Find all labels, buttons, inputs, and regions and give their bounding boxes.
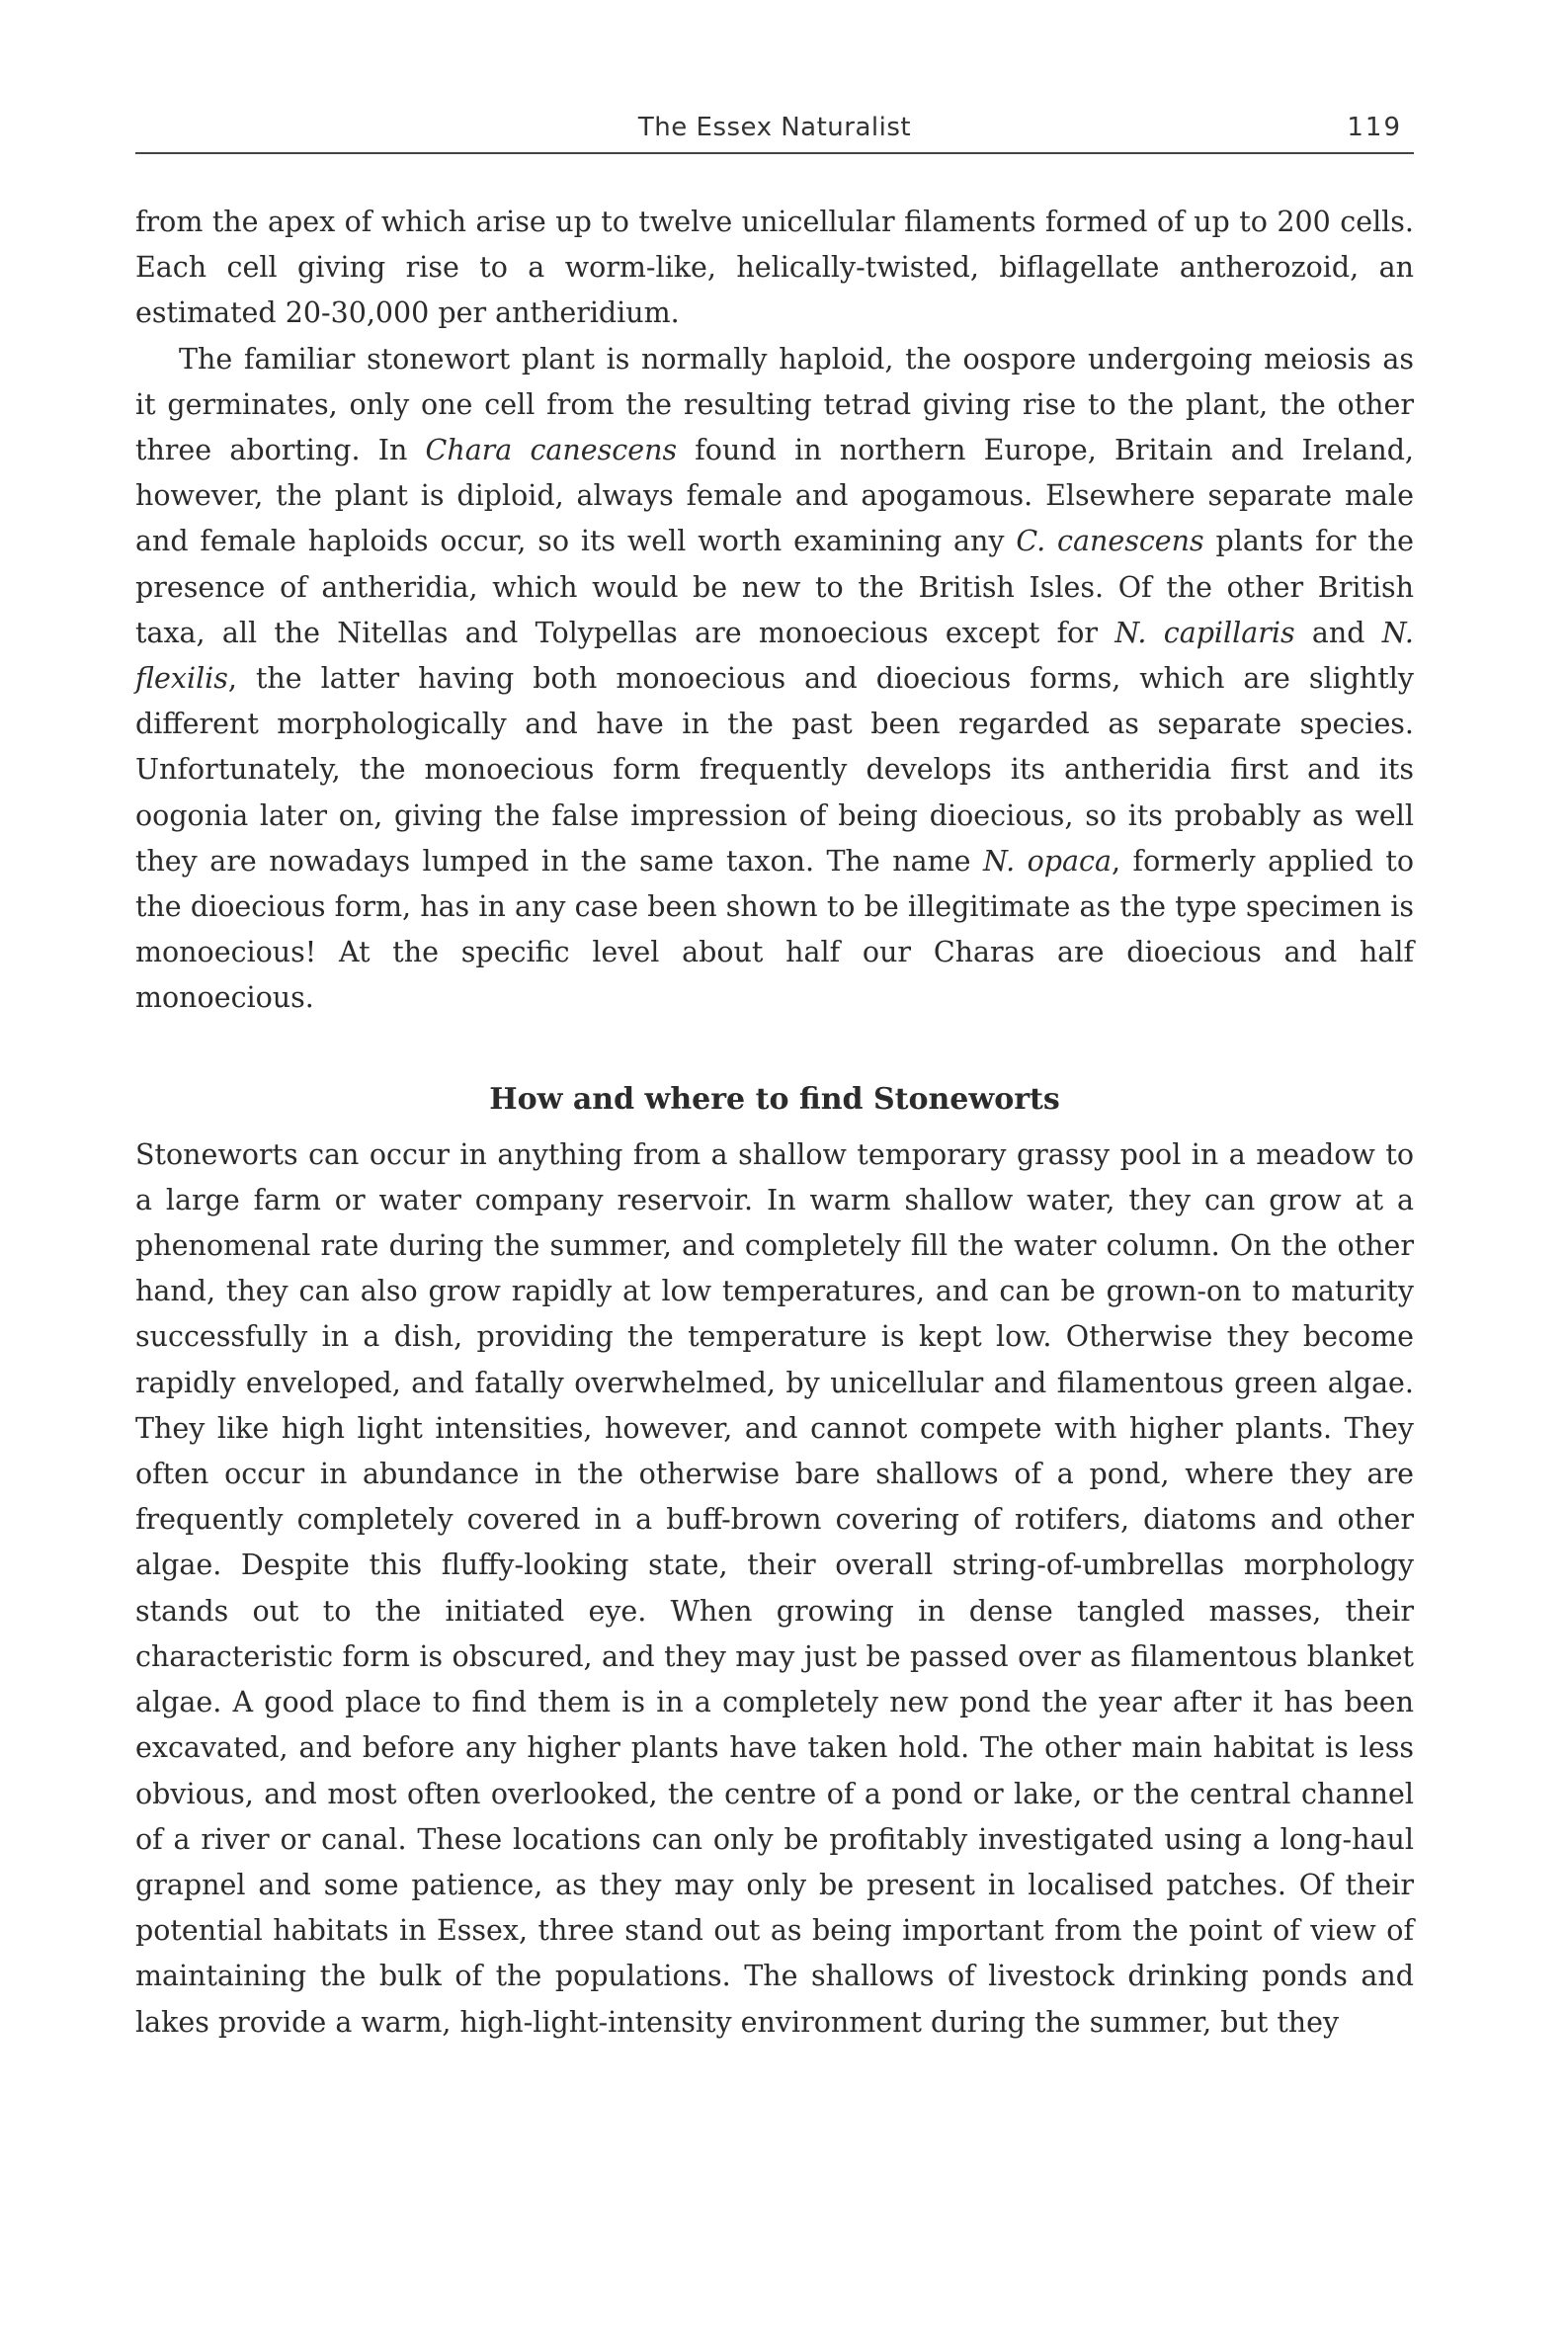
section-heading: How and where to find Stoneworts [489,1081,1060,1117]
body-text [135,200,1414,2046]
paragraph [135,337,1414,1022]
paragraph: from the apex of which arise up to twelve unicellular filaments formed of up to 200 cells. Each cell giving rise to a worm-like, helically-twisted, biflagellate antherozoid, an estimated 20-30,000 per antheridium. [135,206,1414,330]
text-run: The familiar stonewort plant is normally haploid, the oospore undergoing meiosis as it germinates, only one cell from the resulting tetrad giving rise to the plant, the other three aborting. In [135,342,1414,467]
journal-title: The Essex Naturalist [637,113,912,142]
running-header [135,105,1414,148]
paragraph: Stoneworts can occur in anything from a shallow temporary grassy pool in a meadow to a large farm or water company reservoir. In warm shallow water, they can grow at a phenomenal rate during the summer, and completely fill the water column. On the other hand, they can also grow rapidly at low temperatures, and can be grown-on to maturity successfully in a dish, providing the temperature is kept low. Otherwise they become rapidly enveloped, and fatally overwhelmed, by unicellular and filamentous green algae. They like high light intensities, however, and cannot compete with higher plants. They often occur in abundance in the otherwise bare shallows of a pond, where they are frequently completely covered in a buff-brown covering of rotifers, diatoms and other algae. Despite this fluffy-looking state, their overall string-of-umbrellas morphology stands out to the initiated eye. When growing in dense tangled masses, their characteristic form is obscured, and they may just be passed over as filamentous blanket algae. A good place to find them is in a completely new pond the year after it has been excavated, and before any higher plants have taken hold. The other main habitat is less obvious, and most often overlooked, the centre of a pond or lake, or the central channel of a river or canal. These locations can only be profitably investigated using a long-haul grapnel and some patience, as they may only be present in localised patches. Of their potential habitats in Essex, three stand out as being important from the point of view of maintaining the bulk of the populations. The shallows of livestock drinking ponds and lakes provide a warm, high-light-intensity environment during the summer, but they [135,1137,1414,2039]
header-rule [135,152,1414,154]
page-number: 119 [1347,113,1402,142]
species-name: N. capillaris [1114,616,1295,649]
text-run: and [1294,616,1382,649]
species-name: N. flexilis [135,616,1414,696]
species-name: C. canescens [1016,525,1204,558]
text-run: , formerly applied to the dioecious form, has in any case been shown to be illegitimate as the type specimen is monoecious! At the specific level about half our Charas are dioecious and half monoecious. [135,844,1414,1015]
species-name: Chara canescens [425,434,678,467]
species-name: N. opaca [982,844,1112,878]
text-run: found in northern Europe, Britain and Ireland, however, the plant is diploid, always female and apogamous. Elsewhere separate male and female haploids occur, so its well worth examining any [135,434,1414,558]
text-run: , the latter having both monoecious and dioecious forms, which are slightly different morphologically and have in the past been regarded as separate species. Unfortunately, the monoecious form frequently develops its antheridia first and its oogonia later on, giving the false impression of being dioecious, so its probably as well they are nowadays lumped in the same taxon. The name [135,662,1414,878]
text-run: plants for the presence of antheridia, which would be new to the British Isles. Of the other British taxa, all the Nitellas and Tolypellas are monoecious except for [135,525,1414,649]
